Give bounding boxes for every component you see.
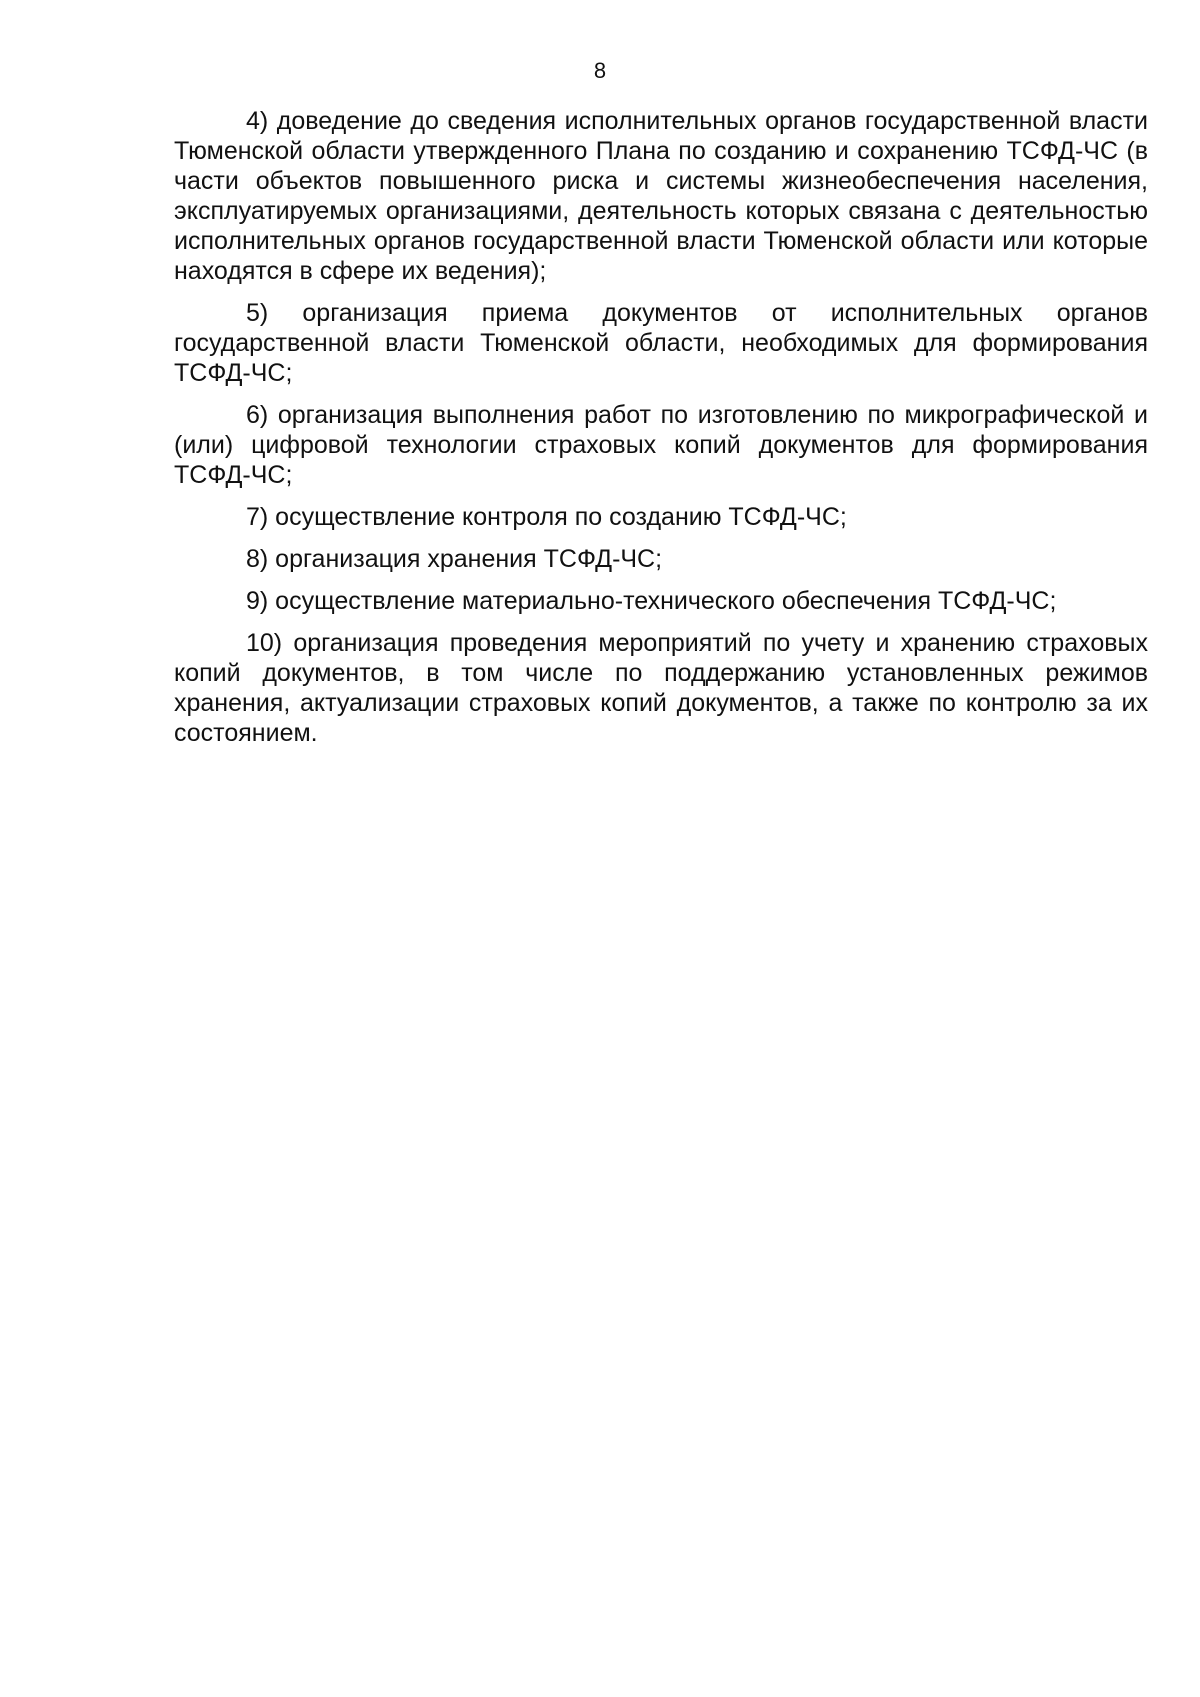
paragraph-item-7: 7) осуществление контроля по созданию ТСФД-ЧС; [246, 503, 847, 531]
paragraph-item-9: 9) осуществление материально-технического обеспечения ТСФД-ЧС; [246, 587, 1057, 615]
document-body [174, 106, 1148, 760]
paragraph-item-6: 6) организация выполнения работ по изготовлению по микрографической и (или) цифровой технологии страховых копий документов для формирования ТСФД-ЧС; [174, 401, 1148, 489]
paragraph-item-4: 4) доведение до сведения исполнительных органов государственной власти Тюменской области утвержденного Плана по созданию и сохранению ТСФД-ЧС (в части объектов повышенного риска и системы жизнеобеспечения населения, эксплуатируемых организациями, деятельность которых связана с деятельностью исполнительных органов государственной власти Тюменской области или которые находятся в сфере их ведения); [174, 107, 1148, 285]
paragraph-item-8: 8) организация хранения ТСФД-ЧС; [246, 545, 663, 573]
paragraph-item-10: 10) организация проведения мероприятий по учету и хранению страховых копий документов, в том числе по поддержанию установленных режимов хранения, актуализации страховых копий документов, а также по контролю за их состоянием. [174, 629, 1148, 747]
page-number: 8 [593, 58, 607, 83]
paragraph-item-5: 5) организация приема документов от исполнительных органов государственной власти Тюменской области, необходимых для формирования ТСФД-ЧС; [174, 299, 1148, 387]
